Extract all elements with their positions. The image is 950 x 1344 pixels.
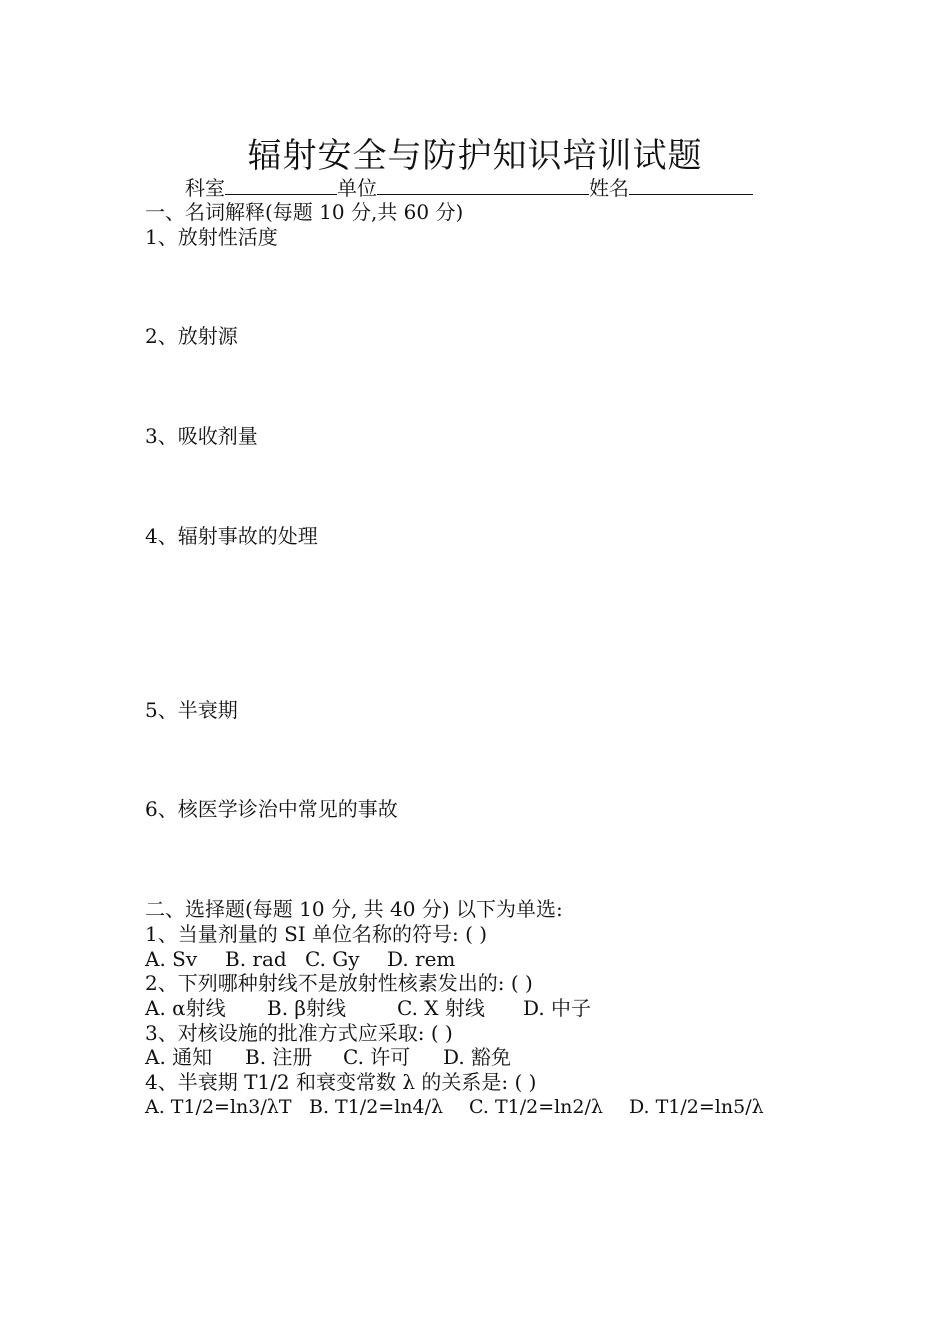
document-title: 辐射安全与防护知识培训试题 xyxy=(247,136,703,176)
question-stem: 2、下列哪种射线不是放射性核素发出的: ( ) xyxy=(145,971,533,995)
question-stem: 1、当量剂量的 SI 单位名称的符号: ( ) xyxy=(145,922,488,946)
dept-label: 科室 xyxy=(185,176,225,200)
term-item: 1、放射性活度 xyxy=(145,225,278,249)
option-c: C. X 射线 xyxy=(397,996,485,1020)
option-b: B. 注册 xyxy=(245,1045,313,1069)
option-b: B. T1/2=ln4/λ xyxy=(309,1096,444,1118)
section1-heading: 一、名词解释(每题 10 分,共 60 分) xyxy=(145,200,464,224)
option-a: A. Sv xyxy=(145,947,198,971)
option-c: C. 许可 xyxy=(343,1045,411,1069)
term-item: 5、半衰期 xyxy=(145,698,238,722)
question-stem: 3、对核设施的批准方式应采取: ( ) xyxy=(145,1021,453,1045)
section2-heading: 二、选择题(每题 10 分, 共 40 分) 以下为单选: xyxy=(145,897,563,921)
question-options xyxy=(145,1095,764,1119)
unit-label: 单位 xyxy=(337,176,377,200)
question-options xyxy=(145,1045,511,1069)
header-fields xyxy=(185,174,753,200)
option-d: D. 中子 xyxy=(523,996,592,1020)
term-item: 3、吸收剂量 xyxy=(145,424,258,448)
name-blank[interactable] xyxy=(629,174,753,195)
unit-blank[interactable] xyxy=(377,174,589,195)
name-label: 姓名 xyxy=(589,176,629,200)
question-options xyxy=(145,996,591,1020)
option-c: C. T1/2=ln2/λ xyxy=(469,1096,603,1118)
option-b: B. rad xyxy=(225,947,287,971)
option-c: C. Gy xyxy=(305,947,360,971)
dept-blank[interactable] xyxy=(225,174,337,195)
option-d: D. T1/2=ln5/λ xyxy=(629,1096,764,1118)
option-a: A. 通知 xyxy=(145,1045,213,1069)
question-stem: 4、半衰期 T1/2 和衰变常数 λ 的关系是: ( ) xyxy=(145,1070,537,1094)
option-a: A. α射线 xyxy=(145,996,226,1020)
term-item: 4、辐射事故的处理 xyxy=(145,524,318,548)
term-item: 6、核医学诊治中常见的事故 xyxy=(145,797,398,821)
option-d: D. 豁免 xyxy=(443,1045,512,1069)
option-a: A. T1/2=ln3/λT xyxy=(145,1096,292,1118)
option-b: B. β射线 xyxy=(267,996,346,1020)
option-d: D. rem xyxy=(387,947,456,971)
term-item: 2、放射源 xyxy=(145,324,238,348)
question-options xyxy=(145,947,455,971)
